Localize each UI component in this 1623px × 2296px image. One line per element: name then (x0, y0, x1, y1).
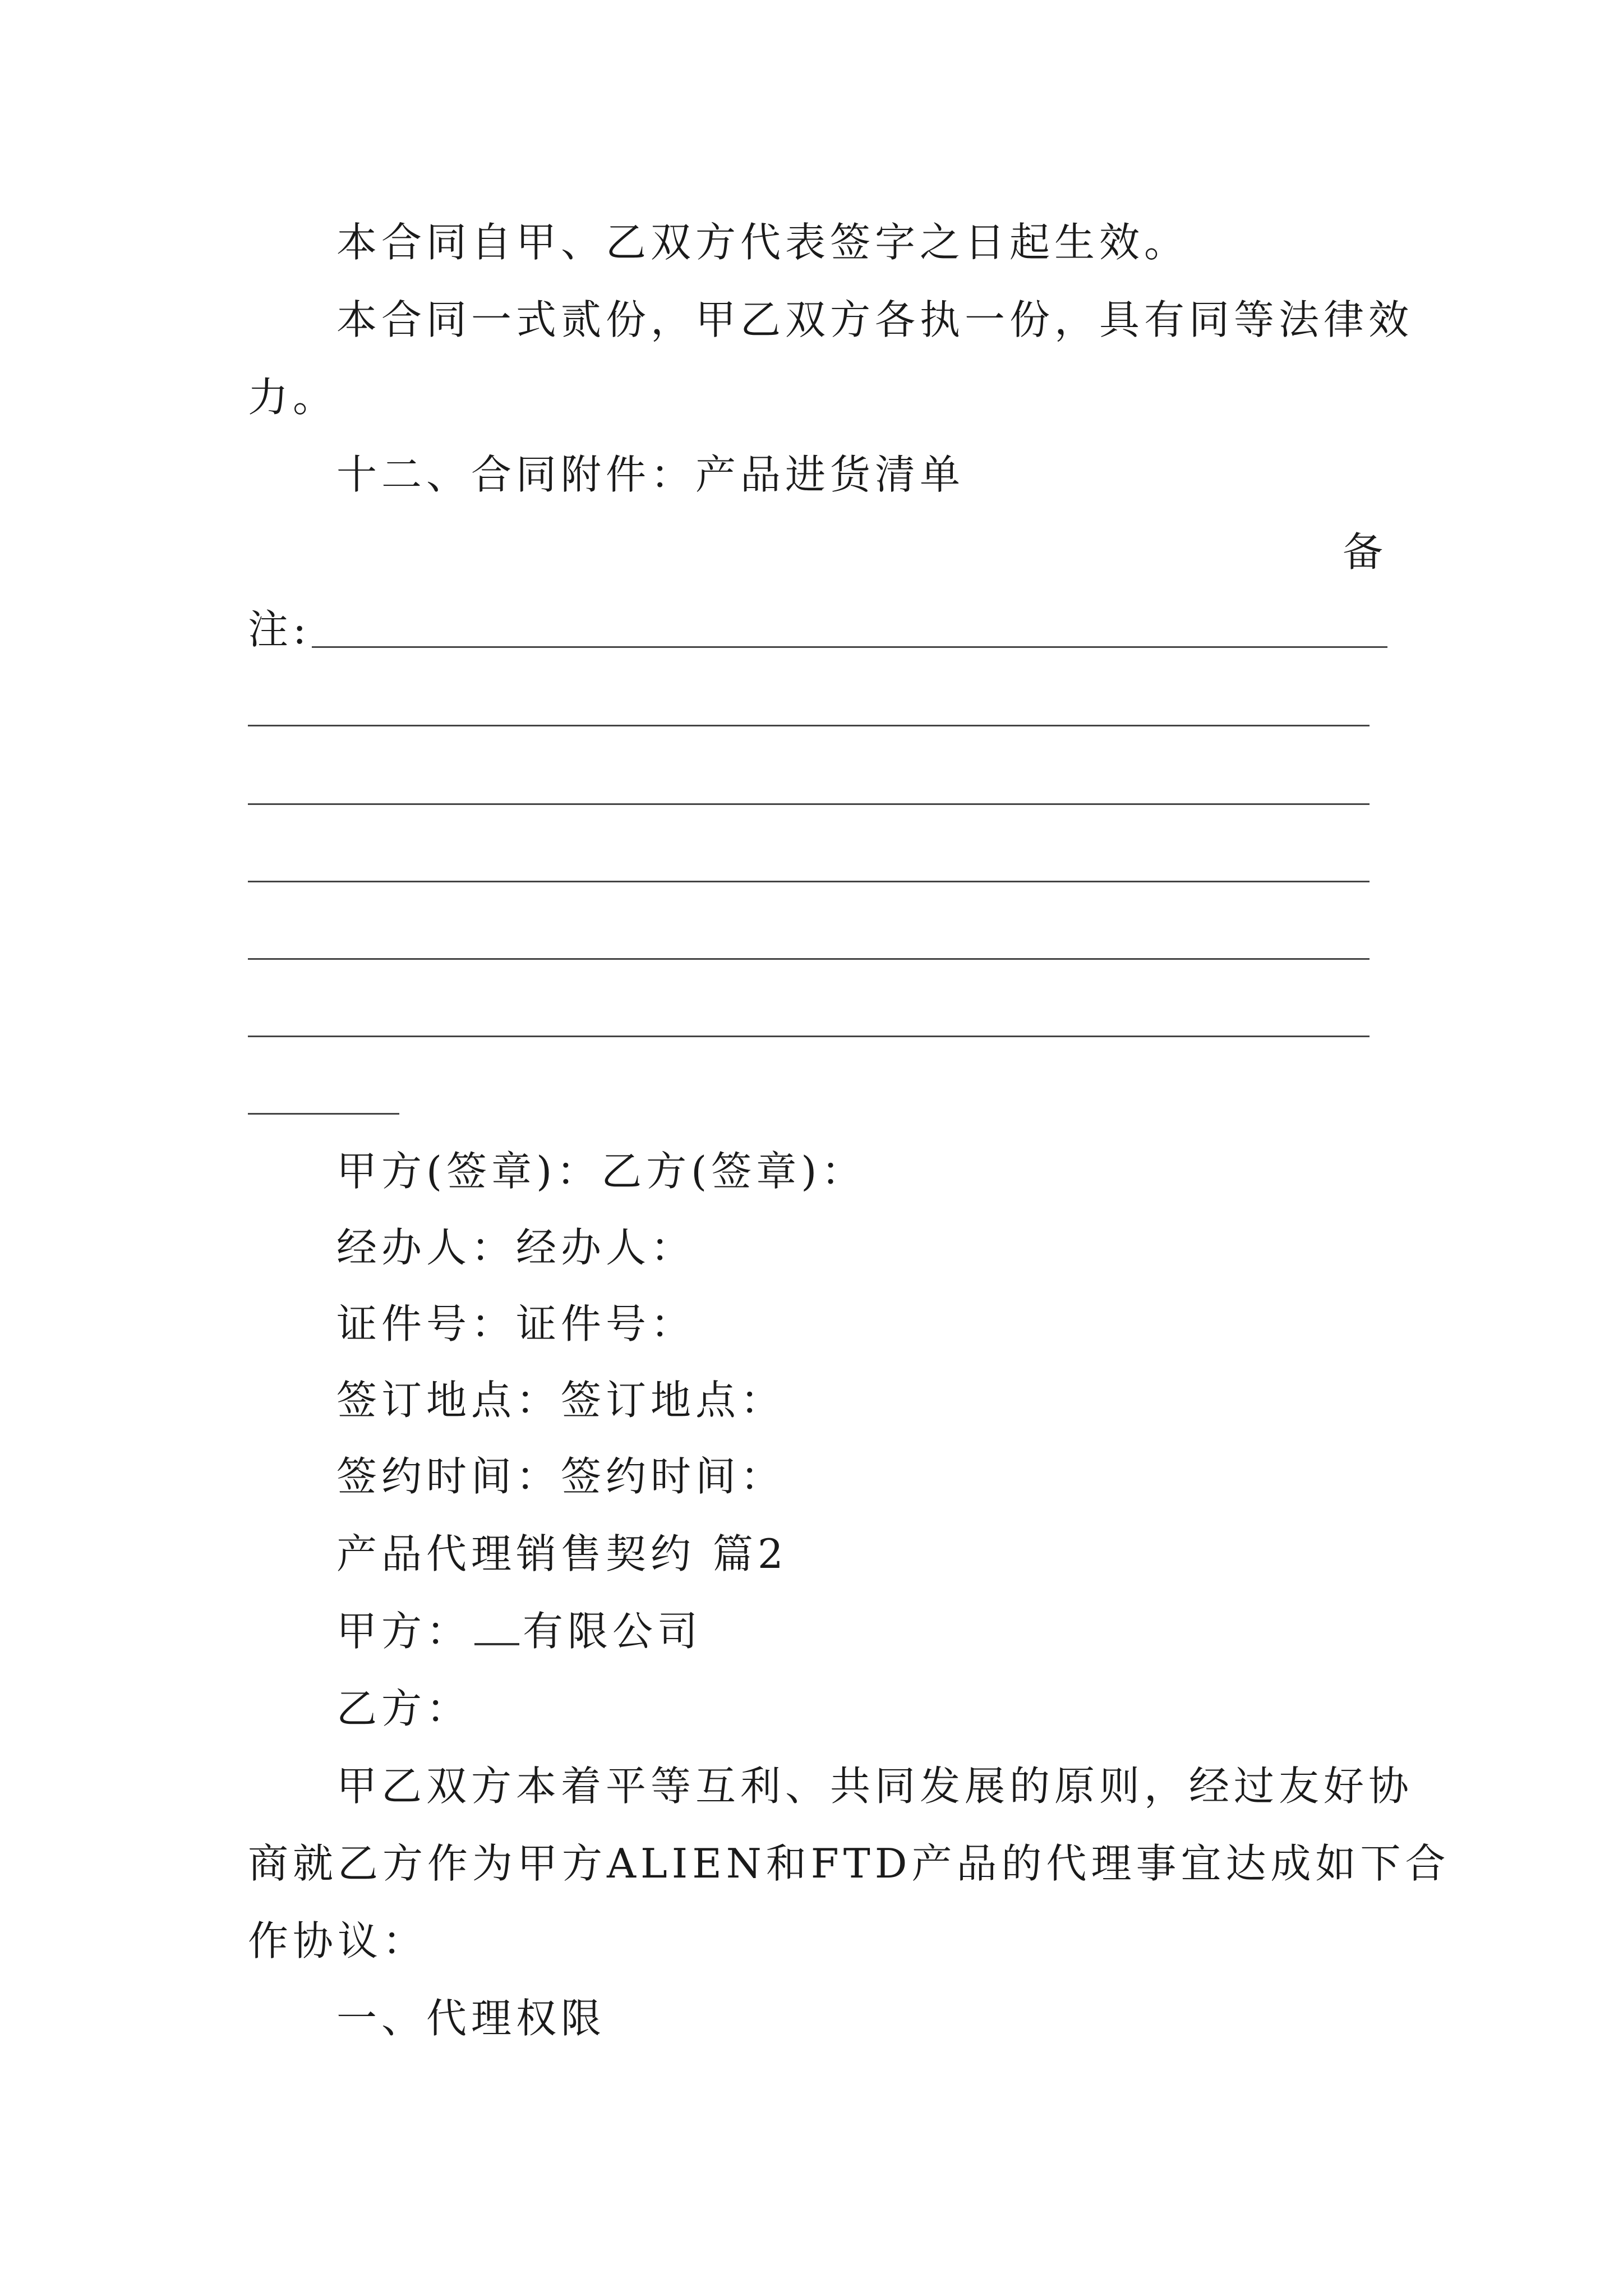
intro-paragraph-line1: 甲乙双方本着平等互利、共同发展的原则，经过友好协 (336, 1763, 1414, 1810)
intro-paragraph-line3: 作协议： (248, 1917, 428, 1964)
remark-blank-line (248, 803, 1370, 805)
section-2-title: 产品代理销售契约 篇2 (336, 1530, 788, 1577)
remark-blank-line (248, 958, 1370, 960)
party-b-line: 乙方： (336, 1685, 472, 1732)
remark-blank-line (248, 1036, 1370, 1037)
remark-label-part2: 注: (248, 606, 311, 653)
signature-parties: 甲方(签章)：乙方(签章)： (336, 1148, 866, 1195)
remark-blank-line (248, 725, 1370, 726)
paragraph-copies-line2: 力。 (248, 374, 338, 421)
remark-blank-line (248, 881, 1370, 882)
party-a-line (336, 1604, 702, 1658)
signature-id-number: 证件号：证件号： (336, 1300, 696, 1347)
attachment-heading: 十二、合同附件：产品进货清单 (336, 451, 965, 498)
signature-place: 签订地点：签订地点： (336, 1377, 786, 1424)
party-a-company: 有限公司 (523, 1608, 703, 1655)
remark-label-part1: 备 (1342, 528, 1387, 576)
remark-blank-line (312, 646, 1387, 648)
remark-blank-line-end (248, 1113, 399, 1115)
party-a-label: 甲方： (336, 1608, 472, 1655)
paragraph-copies-line1: 本合同一式贰份，甲乙双方各执一份，具有同等法律效 (336, 296, 1414, 343)
signature-agent: 经办人：经办人： (336, 1224, 696, 1271)
intro-paragraph-line2: 商就乙方作为甲方ALIEN和FTD产品的代理事宜达成如下合 (248, 1840, 1450, 1887)
blank-underline (474, 1612, 519, 1645)
paragraph-effective-date: 本合同自甲、乙双方代表签字之日起生效。 (336, 219, 1189, 266)
signature-time: 签约时间：签约时间： (336, 1453, 786, 1500)
heading-agency-authority: 一、代理权限 (336, 1995, 606, 2042)
